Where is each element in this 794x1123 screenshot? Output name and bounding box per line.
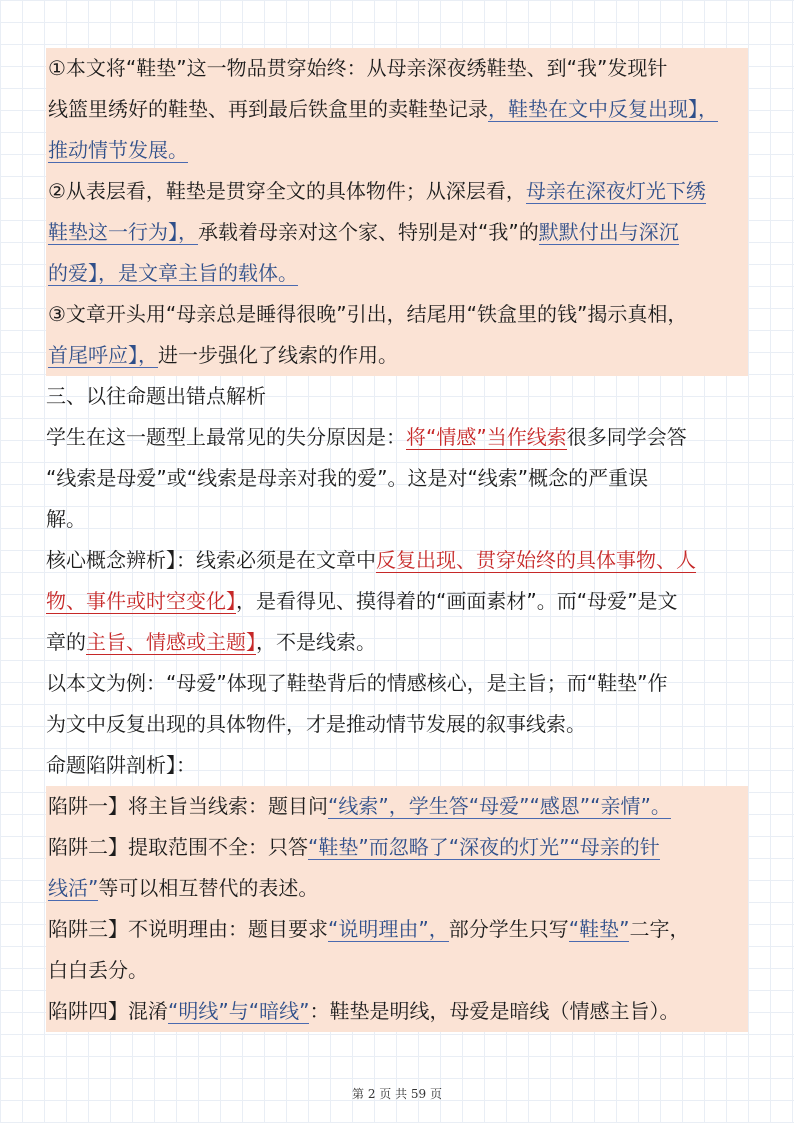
text-line bbox=[46, 417, 748, 458]
text-line bbox=[46, 622, 748, 663]
underlined-blue-text: 的爱】，是文章主旨的载体。 bbox=[48, 261, 298, 285]
text-line bbox=[46, 786, 748, 827]
underlined-blue-text: “鞋垫” bbox=[568, 917, 630, 941]
text-segment: 陷阱三】不说明理由：题目要求 bbox=[48, 917, 328, 941]
underlined-blue-text: “说明理由”， bbox=[328, 917, 449, 941]
underlined-red-text: 反复出现、贯穿始终的具体事物、人 bbox=[376, 548, 696, 572]
underlined-blue-text: 默默付出与深沉 bbox=[538, 220, 679, 244]
section-heading bbox=[46, 376, 748, 417]
text-line bbox=[46, 991, 748, 1032]
page-footer: 第 2 页 共 59 页 bbox=[352, 1087, 442, 1101]
text-line bbox=[46, 335, 748, 376]
text-segment: 学生在这一题型上最常见的失分原因是： bbox=[46, 425, 406, 449]
text-line bbox=[46, 171, 748, 212]
text-segment: 章的 bbox=[46, 630, 86, 654]
text-segment: 以本文为例：“母爱”体现了鞋垫背后的情感核心，是主旨；而“鞋垫”作 bbox=[46, 671, 668, 695]
text-line bbox=[46, 663, 748, 704]
text-segment: ③文章开头用“母亲总是睡得很晚”引出，结尾用“铁盒里的钱”揭示真相， bbox=[48, 302, 688, 326]
text-segment: 部分学生只写 bbox=[448, 917, 569, 941]
underlined-blue-text: 首尾呼应】， bbox=[48, 343, 158, 367]
text-line bbox=[46, 499, 748, 540]
text-line bbox=[46, 253, 748, 294]
text-line bbox=[46, 48, 748, 89]
text-segment: 核心概念辨析】：线索必须是在文章中 bbox=[46, 548, 376, 572]
text-line bbox=[46, 950, 748, 991]
underlined-blue-text: ，鞋垫在文中反复出现】， bbox=[488, 97, 718, 121]
underlined-red-text: 将“情感”当作线索 bbox=[406, 425, 567, 449]
text-segment: 白白丢分。 bbox=[48, 958, 148, 982]
text-segment: 进一步强化了线索的作用。 bbox=[158, 343, 398, 367]
text-segment: 线篮里绣好的鞋垫、再到最后铁盒里的卖鞋垫记录 bbox=[48, 97, 488, 121]
text-segment: 解。 bbox=[46, 507, 86, 531]
text-line bbox=[46, 89, 748, 130]
heading-text: 三、以往命题出错点解析 bbox=[46, 384, 266, 408]
text-segment: 命题陷阱剖析】： bbox=[46, 753, 196, 777]
underlined-blue-text: 推动情节发展。 bbox=[48, 138, 188, 162]
underlined-blue-text: “鞋垫”而忽略了“深夜的灯光”“母亲的针 bbox=[308, 835, 660, 859]
text-segment: 为文中反复出现的具体物件，才是推动情节发展的叙事线索。 bbox=[46, 712, 586, 736]
text-segment: ，不是线索。 bbox=[256, 630, 376, 654]
text-segment: 陷阱四】混淆 bbox=[48, 999, 168, 1023]
text-line bbox=[46, 130, 748, 171]
text-segment: ，是看得见、摸得着的“画面素材”。而“母爱”是文 bbox=[236, 589, 678, 613]
underlined-blue-text: 线活” bbox=[48, 876, 99, 900]
text-line bbox=[46, 909, 748, 950]
underlined-red-text: 物、事件或时空变化】 bbox=[46, 589, 236, 613]
text-segment: 承载着母亲对这个家、特别是对“我”的 bbox=[198, 220, 539, 244]
text-segment: 陷阱一】将主旨当线索：题目问 bbox=[48, 794, 328, 818]
document-body bbox=[46, 48, 748, 1032]
underlined-blue-text: “线索”，学生答“母爱”“感恩”“亲情”。 bbox=[328, 794, 671, 818]
text-line bbox=[46, 294, 748, 335]
text-line bbox=[46, 581, 748, 622]
text-line bbox=[46, 827, 748, 868]
underlined-blue-text: “明线”与“暗线” bbox=[168, 999, 310, 1023]
text-segment: 很多同学会答 bbox=[566, 425, 687, 449]
text-line bbox=[46, 458, 748, 499]
text-line bbox=[46, 540, 748, 581]
text-segment: ②从表层看，鞋垫是贯穿全文的具体物件；从深层看， bbox=[48, 179, 526, 203]
text-segment: 二字， bbox=[629, 917, 690, 941]
text-line bbox=[46, 212, 748, 253]
underlined-blue-text: 鞋垫这一行为】， bbox=[48, 220, 198, 244]
text-line bbox=[46, 745, 748, 786]
text-line bbox=[46, 704, 748, 745]
text-segment: 等可以相互替代的表述。 bbox=[98, 876, 319, 900]
text-segment: ①本文将“鞋垫”这一物品贯穿始终：从母亲深夜绣鞋垫、到“我”发现针 bbox=[48, 56, 668, 80]
text-segment: ：鞋垫是明线，母爱是暗线（情感主旨）。 bbox=[309, 999, 680, 1023]
text-segment: “线索是母爱”或“线索是母亲对我的爱”。这是对“线索”概念的严重误 bbox=[46, 466, 649, 490]
underlined-blue-text: 母亲在深夜灯光下绣 bbox=[525, 179, 706, 203]
underlined-red-text: 主旨、情感或主题】 bbox=[86, 630, 256, 654]
text-segment: 陷阱二】提取范围不全：只答 bbox=[48, 835, 308, 859]
text-line bbox=[46, 868, 748, 909]
